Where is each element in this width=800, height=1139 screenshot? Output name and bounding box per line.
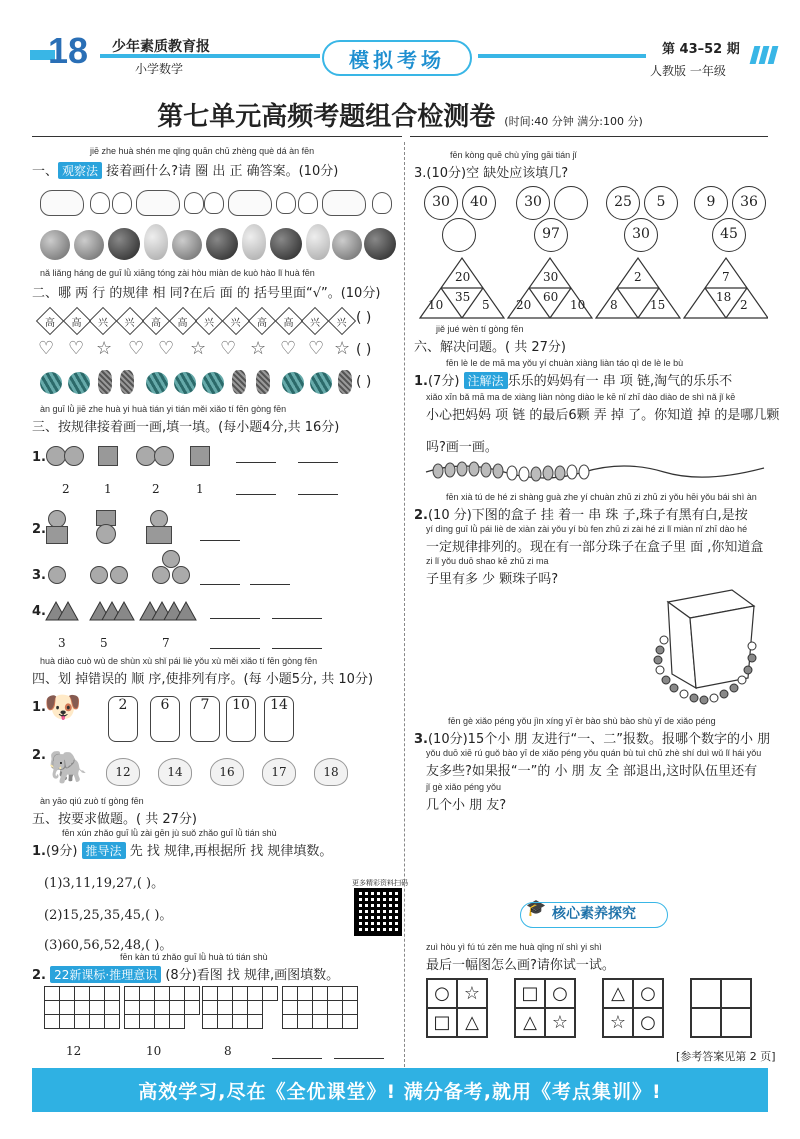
diamond-char: 高 <box>45 318 55 329</box>
square-shape <box>190 446 210 466</box>
section5-q1 <box>32 840 332 859</box>
qr-code[interactable] <box>354 888 402 936</box>
pineapple-icon <box>98 370 112 394</box>
circle-shape <box>136 446 156 466</box>
circle-icon: ○ <box>427 979 457 1008</box>
diamond-char: 高 <box>257 318 267 329</box>
diamond-char: 兴 <box>204 318 214 329</box>
question-text: (10 分)下图的盒子 挂 着一 串 珠 子,珠子有黑有白,是按 <box>427 508 748 523</box>
answer-blank[interactable] <box>272 618 322 619</box>
edition-label: 人教版 一年级 <box>650 64 726 78</box>
score: (9分) <box>45 844 78 859</box>
question-number: 1. <box>414 374 428 389</box>
triangle-number: 20 <box>516 298 532 312</box>
star-icon: ☆ <box>96 338 113 359</box>
answer-blank[interactable] <box>298 462 338 463</box>
bone-card[interactable]: 6 <box>150 696 180 742</box>
diamond-char: 高 <box>177 318 188 329</box>
apple-icon <box>270 228 302 260</box>
circle-shape <box>48 566 66 584</box>
triangle-number: 35 <box>455 290 471 304</box>
triangle-number: 5 <box>482 298 490 312</box>
p1-line <box>414 370 732 389</box>
pineapple-icon <box>232 370 246 394</box>
star-icon: ☆ <box>334 338 351 359</box>
watermelon-icon <box>146 372 168 394</box>
apple-icon <box>108 228 140 260</box>
duck-icon <box>184 192 204 214</box>
bone-card[interactable]: 14 <box>264 696 294 742</box>
circle-shape <box>110 566 128 584</box>
count-number: 1 <box>196 482 204 496</box>
pinyin: àn yāo qiú zuò tí gòng fēn <box>40 796 144 806</box>
pinyin: xiǎo xīn bǎ mā ma de xiàng liàn nòng diào le kē nǐ zhī dào diào de shì nǎ jǐ kē <box>426 392 736 402</box>
pinyin: fēn lè le de mā ma yǒu yí chuàn xiàng liàn táo qì de lè le bù <box>446 358 684 368</box>
p1-line: 小心把妈妈 项 链 的最后6颗 弄 掉 了。你知道 掉 的是哪几颗 <box>426 408 780 423</box>
answer-blank[interactable] <box>210 618 260 619</box>
star-icon: ☆ <box>250 338 267 359</box>
diamond-char: 兴 <box>230 318 241 329</box>
section2-heading: 二、哪 两 行 的规律 相 同?在后 面 的 括号里面“√”。(10分) <box>32 286 381 301</box>
sheep-icon <box>136 190 180 216</box>
triangle-puzzles <box>416 256 768 320</box>
page-number: 18 <box>48 30 89 71</box>
answer-blank[interactable] <box>272 1058 322 1059</box>
sheep-icon <box>322 190 366 216</box>
score: (7分) <box>427 374 460 389</box>
star-icon: ☆ <box>457 979 487 1008</box>
heart-icon: ♡ <box>220 338 237 359</box>
pinyin: zuì hòu yì fú tú zěn me huà qǐng nǐ shì yi shì <box>426 942 602 952</box>
method-tag: 注解法 <box>464 372 508 389</box>
answer-paren: ( ) <box>356 310 372 326</box>
p2-line: 一定规律排列的。现在有一部分珠子在盒子里 面 ,你知道盒 <box>426 540 764 555</box>
puppy-icon: 🐶 <box>44 690 82 725</box>
p1-line: 吗?画一画。 <box>426 440 498 455</box>
p2-line: 子里有多 少 颗珠子吗? <box>426 572 559 587</box>
circle-shape <box>172 566 190 584</box>
apple-icon <box>206 228 238 260</box>
circle-icon: ○ <box>633 979 663 1008</box>
bird-card[interactable]: 14 <box>158 758 192 786</box>
question-number: 2. <box>32 748 46 763</box>
empty-cell[interactable] <box>691 979 721 1008</box>
count-number: 5 <box>100 636 108 650</box>
method-tag: 观察法 <box>58 162 102 179</box>
number-circle: 36 <box>732 186 766 220</box>
footer-slogan: 高效学习,尽在《全优课堂》! 满分备考,就用《考点集训》! <box>32 1068 768 1112</box>
sequence-item: (3)60,56,52,48,( )。 <box>44 938 173 953</box>
number-circle-empty[interactable] <box>442 218 476 252</box>
question-number: 2. <box>32 522 46 537</box>
section-number: 一、 <box>32 164 59 179</box>
triangle-number: 30 <box>543 270 559 284</box>
heart-icon: ♡ <box>68 338 85 359</box>
title-sub: (时间:40 分钟 满分:100 分) <box>504 115 643 128</box>
square-shape <box>46 526 68 544</box>
circle-shape <box>152 566 170 584</box>
page-title <box>0 96 800 133</box>
orange-icon <box>172 230 202 260</box>
p3-line <box>414 728 770 747</box>
p3-line: 几个小 朋 友? <box>426 798 507 813</box>
diamond-char: 兴 <box>310 318 320 329</box>
heart-icon: ♡ <box>38 338 55 359</box>
pear-icon <box>144 224 168 260</box>
necklace-beads <box>424 458 768 486</box>
method-tag: 推导法 <box>82 842 126 859</box>
circle-shape <box>46 446 66 466</box>
pinyin: fēn kòng quē chù yīng gāi tián jǐ <box>450 150 577 160</box>
orange-icon <box>74 230 104 260</box>
pattern-grid <box>124 986 200 1029</box>
divider <box>410 136 768 137</box>
count-number: 8 <box>224 1044 232 1058</box>
watermelon-icon <box>40 372 62 394</box>
bone-card[interactable]: 2 <box>108 696 138 742</box>
square-icon: □ <box>515 979 545 1008</box>
orange-icon <box>40 230 70 260</box>
pineapple-icon <box>120 370 134 394</box>
pinyin: huà diào cuò wù de shùn xù shǐ pái liè yǒu xù měi xiǎo tí fēn gòng fēn <box>40 656 318 666</box>
section1-text: 接着画什么?请 圈 出 正 确答案。(10分) <box>106 164 339 179</box>
star-icon: ☆ <box>190 338 207 359</box>
question-number: 2. <box>32 968 46 983</box>
number-circle: 30 <box>424 186 458 220</box>
elephant-icon: 🐘 <box>48 748 88 786</box>
pinyin: àn guī lǜ jiē zhe huà yi huà tián yi tián měi xiǎo tí fēn gòng fēn <box>40 404 287 414</box>
number-circle: 5 <box>644 186 678 220</box>
question-number: 3. <box>32 568 46 583</box>
section3-heading: 三、按规律接着画一画,填一填。(每小题4分,共 16分) <box>32 420 340 435</box>
bone-card[interactable]: 10 <box>226 696 256 742</box>
core-literacy-title: 核心素养探究 <box>520 902 668 928</box>
count-number: 10 <box>146 1044 162 1058</box>
answer-blank[interactable] <box>272 648 322 649</box>
empty-cell[interactable] <box>691 1008 721 1037</box>
bone-card[interactable]: 7 <box>190 696 220 742</box>
answer-blank[interactable] <box>236 462 276 463</box>
answer-paren: ( ) <box>356 342 372 358</box>
triangle-number: 20 <box>455 270 471 284</box>
diamond-char: 兴 <box>98 318 108 329</box>
sheep-icon <box>228 190 272 216</box>
duck-icon <box>90 192 110 214</box>
section1-heading <box>32 160 338 179</box>
count-number: 1 <box>104 482 112 496</box>
pattern-grid <box>44 986 120 1029</box>
question-number: 1. <box>32 450 46 465</box>
q3-heading: 3.(10分)空 缺处应该填几? <box>414 166 569 181</box>
graduation-cap-icon: 🎓 <box>526 898 546 917</box>
triangle-number: 7 <box>722 270 730 284</box>
question-number: 3. <box>414 732 428 747</box>
duck-icon <box>276 192 296 214</box>
question-number: 1. <box>32 700 46 715</box>
pinyin: fēn gè xiǎo péng yǒu jìn xíng yī èr bào shù bào shù yī de xiǎo péng <box>448 716 716 726</box>
empty-pattern-grid[interactable] <box>690 978 752 1038</box>
p2-line <box>414 504 748 523</box>
answer-blank[interactable] <box>298 494 338 495</box>
bird-card[interactable]: 18 <box>314 758 348 786</box>
watermelon-icon <box>68 372 90 394</box>
watermelon-icon <box>310 372 332 394</box>
empty-grid[interactable] <box>282 986 358 1029</box>
pinyin: fēn kàn tú zhǎo guī lǜ huà tú tián shù <box>120 952 268 962</box>
watermelon-icon <box>282 372 304 394</box>
watermelon-icon <box>202 372 224 394</box>
sheep-icon <box>40 190 84 216</box>
pinyin: zi lǐ yǒu duō shao kē zhū zi ma <box>426 556 549 566</box>
section4-heading: 四、划 掉错误的 顺 序,使排列有序。(每 小题5分, 共 10分) <box>32 672 374 687</box>
pattern-grid <box>514 978 576 1038</box>
number-circle-empty[interactable] <box>554 186 588 220</box>
apple-icon <box>364 228 396 260</box>
square-shape <box>98 446 118 466</box>
number-circle: 40 <box>462 186 496 220</box>
core-question: 最后一幅图怎么画?请你试一试。 <box>426 958 615 973</box>
empty-cell[interactable] <box>721 979 751 1008</box>
circle-icon: ○ <box>545 979 575 1008</box>
subject-name: 小学数学 <box>135 62 184 76</box>
diamond-char: 高 <box>283 318 294 329</box>
column-divider <box>404 142 405 1082</box>
pinyin: fēn xún zhǎo guī lǜ zài gēn jù suǒ zhǎo guī lǜ tián shù <box>62 828 277 838</box>
bird-card[interactable]: 16 <box>210 758 244 786</box>
box-with-beads <box>640 580 760 712</box>
pineapple-icon <box>338 370 352 394</box>
star-icon: ☆ <box>603 1008 633 1037</box>
diamond-char: 兴 <box>336 318 347 329</box>
circle-shape <box>90 566 108 584</box>
pattern-grid <box>426 978 488 1038</box>
duck-icon <box>298 192 318 214</box>
pinyin: fēn xià tú de hé zi shàng guà zhe yí chuàn zhū zi zhū zi yǒu hēi yǒu bái shì àn <box>446 492 757 502</box>
number-circle: 97 <box>534 218 568 252</box>
heart-icon: ♡ <box>158 338 175 359</box>
answer-blank[interactable] <box>200 540 240 541</box>
triangle-number: 8 <box>610 298 618 312</box>
bird-card[interactable]: 17 <box>262 758 296 786</box>
qr-label: 更多精彩资料扫码 <box>352 879 408 887</box>
diamond-char: 高 <box>71 318 82 329</box>
answer-blank[interactable] <box>334 1058 384 1059</box>
pattern-grid <box>202 986 278 1029</box>
issue-number: 第 43–52 期 <box>662 42 740 57</box>
diamond-char: 兴 <box>124 318 135 329</box>
heart-icon: ♡ <box>128 338 145 359</box>
duck-icon <box>112 192 132 214</box>
pinyin: nǎ liǎng háng de guī lǜ xiāng tóng zài hòu miàn de kuò hào lǐ huà fēn <box>40 268 315 278</box>
question-number: 2. <box>414 508 428 523</box>
circle-shape <box>96 524 116 544</box>
square-icon: □ <box>427 1008 457 1037</box>
answer-blank[interactable] <box>236 494 276 495</box>
pinyin: yí dìng guī lǜ pái liè de xiàn zài yǒu yí bù fen zhū zi zài hé zi lǐ miàn nǐ zhī dào hé <box>426 524 748 534</box>
number-circle: 25 <box>606 186 640 220</box>
pinyin: jǐ gè xiǎo péng yǒu <box>426 782 502 792</box>
answer-blank[interactable] <box>200 584 240 585</box>
circle-icon: ○ <box>633 1008 663 1037</box>
answer-blank[interactable] <box>210 648 260 649</box>
question-number: 4. <box>32 604 46 619</box>
square-shape <box>146 526 172 544</box>
section5-heading: 五、按要求做题。( 共 27分) <box>32 812 197 827</box>
triangle-icon: △ <box>515 1008 545 1037</box>
circle-shape <box>162 550 180 568</box>
triangle-number: 10 <box>570 298 586 312</box>
title-main: 第七单元高频考题组合检测卷 <box>157 102 496 132</box>
pinyin: jiě jué wèn tí gòng fēn <box>436 324 524 334</box>
section6-heading: 六、解决问题。( 共 27分) <box>414 340 566 355</box>
count-number: 7 <box>162 636 170 650</box>
diamond-char: 高 <box>151 318 161 329</box>
number-circle: 9 <box>694 186 728 220</box>
circle-shape <box>64 446 84 466</box>
heart-icon: ♡ <box>308 338 325 359</box>
pinyin: yǒu duō xiē rú guǒ bào yī de xiǎo péng yǒu quán bù tuì chū zhè shí duì wǔ lǐ hái yǒu <box>426 748 762 758</box>
triangle-pattern <box>44 598 204 622</box>
header-stripe <box>478 54 646 58</box>
bird-card[interactable]: 12 <box>106 758 140 786</box>
pear-icon <box>242 224 266 260</box>
decor-bars <box>752 46 779 68</box>
answer-blank[interactable] <box>250 584 290 585</box>
triangle-number: 15 <box>650 298 666 312</box>
question-text: 先 找 规律,再根据所 找 规律填数。 <box>129 844 333 859</box>
triangle-number: 18 <box>716 290 732 304</box>
question-text: (10分)15个小 朋 友进行“一、二”报数。报哪个数字的小 朋 <box>427 732 771 747</box>
orange-icon <box>332 230 362 260</box>
section5-q2 <box>32 964 339 983</box>
publisher-name: 少年素质教育报 <box>112 39 210 55</box>
triangle-number: 2 <box>740 298 748 312</box>
star-icon: ☆ <box>545 1008 575 1037</box>
heart-icon: ♡ <box>280 338 297 359</box>
question-number: 1. <box>32 844 46 859</box>
method-tag: 22新课标·推理意识 <box>50 966 161 983</box>
answer-reference: [参考答案见第 2 页] <box>676 1050 776 1063</box>
circle-shape <box>154 446 174 466</box>
count-number: 12 <box>66 1044 82 1058</box>
divider <box>32 136 402 137</box>
sequence-item: (2)15,25,35,45,( )。 <box>44 908 173 923</box>
pineapple-icon <box>256 370 270 394</box>
empty-cell[interactable] <box>721 1008 751 1037</box>
triangle-number: 2 <box>634 270 642 284</box>
number-circle: 45 <box>712 218 746 252</box>
triangle-icon: △ <box>457 1008 487 1037</box>
page-header <box>0 0 800 90</box>
count-number: 2 <box>152 482 160 496</box>
question-text: (8分)看图 找 规律,画图填数。 <box>165 968 340 983</box>
pattern-grid <box>602 978 664 1038</box>
triangle-number: 60 <box>543 290 559 304</box>
pear-icon <box>306 224 330 260</box>
triangle-icon: △ <box>603 979 633 1008</box>
pinyin: jiē zhe huà shén me qǐng quān chū zhèng què dá àn fēn <box>90 146 315 156</box>
count-number: 3 <box>58 636 66 650</box>
sequence-item: (1)3,11,19,27,( )。 <box>44 876 165 891</box>
triangle-number: 10 <box>428 298 444 312</box>
number-circle: 30 <box>516 186 550 220</box>
number-circle: 30 <box>624 218 658 252</box>
count-number: 2 <box>62 482 70 496</box>
duck-icon <box>204 192 224 214</box>
duck-icon <box>372 192 392 214</box>
p3-line: 友多些?如果报“一”的 小 朋 友 全 部退出,这时队伍里还有 <box>426 764 758 779</box>
question-text: 乐乐的妈妈有一 串 项 链,淘气的乐乐不 <box>507 374 733 389</box>
watermelon-icon <box>174 372 196 394</box>
answer-paren: ( ) <box>356 374 372 390</box>
section-banner: 模拟考场 <box>322 40 472 76</box>
